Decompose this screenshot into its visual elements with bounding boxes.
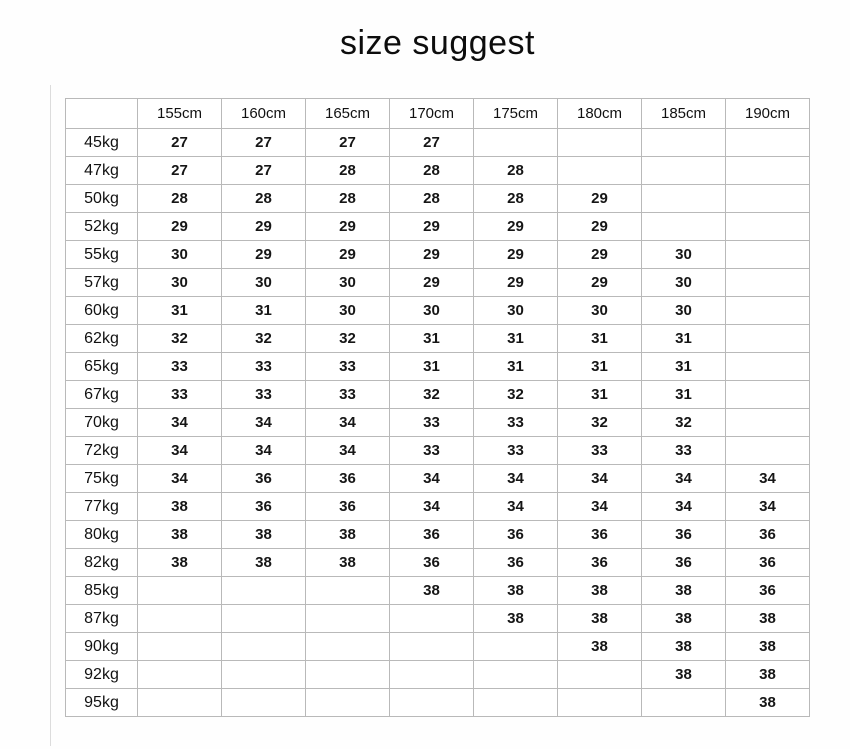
- row-header: 62kg: [66, 325, 138, 353]
- size-table-head: [66, 99, 810, 129]
- row-header: 72kg: [66, 437, 138, 465]
- row-header: 55kg: [66, 241, 138, 269]
- table-row: [66, 549, 810, 577]
- size-cell: [726, 129, 810, 157]
- size-cell: 36: [726, 577, 810, 605]
- size-cell: 30: [642, 241, 726, 269]
- size-cell: [222, 661, 306, 689]
- size-cell: 33: [138, 353, 222, 381]
- page-title: size suggest: [340, 24, 535, 62]
- size-cell: 28: [138, 185, 222, 213]
- size-cell: 38: [138, 493, 222, 521]
- size-cell: [726, 381, 810, 409]
- size-cell: 38: [390, 577, 474, 605]
- table-row: [66, 661, 810, 689]
- size-cell: 32: [558, 409, 642, 437]
- table-row: [66, 493, 810, 521]
- size-cell: 38: [474, 605, 558, 633]
- table-row: [66, 409, 810, 437]
- row-header: 85kg: [66, 577, 138, 605]
- size-cell: 28: [390, 157, 474, 185]
- size-cell: 28: [474, 185, 558, 213]
- size-cell: 34: [642, 465, 726, 493]
- size-cell: 36: [726, 549, 810, 577]
- size-cell: 32: [306, 325, 390, 353]
- size-cell: 27: [306, 129, 390, 157]
- size-cell: 30: [558, 297, 642, 325]
- size-cell: 31: [138, 297, 222, 325]
- size-cell: [138, 577, 222, 605]
- row-header: 87kg: [66, 605, 138, 633]
- size-cell: 38: [642, 661, 726, 689]
- table-row: [66, 689, 810, 717]
- page-left-edge-line: [50, 85, 51, 746]
- size-cell: 36: [642, 521, 726, 549]
- size-cell: 34: [138, 437, 222, 465]
- size-cell: 31: [390, 325, 474, 353]
- size-cell: 27: [138, 157, 222, 185]
- table-row: [66, 213, 810, 241]
- size-cell: 38: [138, 521, 222, 549]
- table-row: [66, 577, 810, 605]
- size-cell: 31: [642, 325, 726, 353]
- size-cell: [138, 689, 222, 717]
- size-cell: 34: [558, 493, 642, 521]
- table-row: [66, 185, 810, 213]
- row-header: 90kg: [66, 633, 138, 661]
- size-cell: 36: [558, 549, 642, 577]
- column-header: 160cm: [222, 99, 306, 129]
- row-header: 57kg: [66, 269, 138, 297]
- size-cell: 32: [642, 409, 726, 437]
- size-cell: 36: [390, 521, 474, 549]
- size-cell: 34: [726, 465, 810, 493]
- size-cell: 36: [306, 493, 390, 521]
- size-cell: 38: [558, 605, 642, 633]
- row-header: 65kg: [66, 353, 138, 381]
- size-cell: 29: [390, 269, 474, 297]
- size-cell: 34: [474, 465, 558, 493]
- size-cell: [726, 437, 810, 465]
- size-cell: [726, 185, 810, 213]
- size-cell: 33: [222, 381, 306, 409]
- size-cell: 31: [390, 353, 474, 381]
- size-cell: 38: [642, 605, 726, 633]
- table-row: [66, 129, 810, 157]
- column-header: 155cm: [138, 99, 222, 129]
- column-header: 185cm: [642, 99, 726, 129]
- size-cell: 38: [726, 689, 810, 717]
- size-cell: 28: [390, 185, 474, 213]
- size-cell: 36: [642, 549, 726, 577]
- column-header: 165cm: [306, 99, 390, 129]
- size-cell: 33: [558, 437, 642, 465]
- size-cell: 38: [306, 521, 390, 549]
- size-cell: [726, 241, 810, 269]
- size-cell: 27: [138, 129, 222, 157]
- table-row: [66, 297, 810, 325]
- size-cell: 29: [306, 241, 390, 269]
- size-cell: 33: [474, 437, 558, 465]
- size-cell: [222, 605, 306, 633]
- size-cell: 29: [474, 213, 558, 241]
- row-header: 95kg: [66, 689, 138, 717]
- column-header: 175cm: [474, 99, 558, 129]
- size-cell: [390, 689, 474, 717]
- size-cell: 29: [558, 185, 642, 213]
- size-cell: 32: [390, 381, 474, 409]
- size-cell: 38: [726, 661, 810, 689]
- table-row: [66, 605, 810, 633]
- table-row: [66, 157, 810, 185]
- size-cell: [558, 689, 642, 717]
- size-cell: 34: [642, 493, 726, 521]
- size-cell: 29: [558, 213, 642, 241]
- size-cell: 34: [138, 409, 222, 437]
- size-cell: [474, 129, 558, 157]
- size-cell: 38: [642, 633, 726, 661]
- size-cell: 38: [558, 633, 642, 661]
- size-cell: 27: [222, 157, 306, 185]
- size-cell: 31: [474, 325, 558, 353]
- size-cell: [138, 605, 222, 633]
- size-cell: 30: [474, 297, 558, 325]
- size-cell: 34: [306, 437, 390, 465]
- size-cell: 32: [138, 325, 222, 353]
- size-cell: 29: [558, 269, 642, 297]
- size-cell: [390, 605, 474, 633]
- size-cell: [642, 129, 726, 157]
- size-cell: [138, 661, 222, 689]
- size-cell: 36: [306, 465, 390, 493]
- row-header: 92kg: [66, 661, 138, 689]
- column-header: 180cm: [558, 99, 642, 129]
- size-cell: 30: [390, 297, 474, 325]
- table-row: [66, 241, 810, 269]
- size-cell: 31: [558, 353, 642, 381]
- table-row: [66, 521, 810, 549]
- row-header: 77kg: [66, 493, 138, 521]
- size-cell: 33: [306, 353, 390, 381]
- size-cell: [390, 661, 474, 689]
- size-cell: 38: [726, 605, 810, 633]
- row-header: 47kg: [66, 157, 138, 185]
- corner-cell: [66, 99, 138, 129]
- size-cell: 36: [390, 549, 474, 577]
- size-cell: 30: [642, 269, 726, 297]
- size-cell: 28: [222, 185, 306, 213]
- size-cell: [474, 661, 558, 689]
- size-cell: 31: [642, 353, 726, 381]
- size-cell: [726, 297, 810, 325]
- size-cell: [558, 129, 642, 157]
- size-cell: [642, 689, 726, 717]
- size-cell: 36: [222, 493, 306, 521]
- size-cell: 28: [306, 185, 390, 213]
- size-cell: 32: [222, 325, 306, 353]
- size-cell: 29: [474, 241, 558, 269]
- size-cell: 30: [642, 297, 726, 325]
- row-header: 45kg: [66, 129, 138, 157]
- table-row: [66, 269, 810, 297]
- table-row: [66, 437, 810, 465]
- size-cell: 34: [558, 465, 642, 493]
- size-cell: 29: [558, 241, 642, 269]
- size-cell: [558, 157, 642, 185]
- size-cell: [306, 689, 390, 717]
- size-cell: 33: [390, 437, 474, 465]
- size-cell: [306, 661, 390, 689]
- size-cell: 29: [390, 213, 474, 241]
- row-header: 50kg: [66, 185, 138, 213]
- size-suggest-table: [65, 98, 810, 717]
- column-header: 170cm: [390, 99, 474, 129]
- table-row: [66, 633, 810, 661]
- size-cell: 38: [726, 633, 810, 661]
- size-cell: 34: [390, 465, 474, 493]
- size-cell: [474, 689, 558, 717]
- size-cell: 38: [138, 549, 222, 577]
- size-cell: [222, 689, 306, 717]
- row-header: 75kg: [66, 465, 138, 493]
- size-cell: [306, 605, 390, 633]
- size-cell: 33: [138, 381, 222, 409]
- size-cell: 29: [138, 213, 222, 241]
- row-header: 67kg: [66, 381, 138, 409]
- size-cell: [558, 661, 642, 689]
- size-cell: 28: [306, 157, 390, 185]
- size-cell: 32: [474, 381, 558, 409]
- size-cell: 33: [222, 353, 306, 381]
- size-cell: [222, 633, 306, 661]
- size-cell: 36: [474, 549, 558, 577]
- size-cell: 30: [306, 269, 390, 297]
- size-cell: [642, 157, 726, 185]
- size-cell: 27: [390, 129, 474, 157]
- size-cell: 31: [558, 381, 642, 409]
- size-cell: 34: [306, 409, 390, 437]
- size-cell: 29: [390, 241, 474, 269]
- size-cell: 33: [474, 409, 558, 437]
- size-cell: 33: [642, 437, 726, 465]
- size-cell: 27: [222, 129, 306, 157]
- size-cell: 34: [474, 493, 558, 521]
- size-cell: 36: [222, 465, 306, 493]
- size-cell: 31: [474, 353, 558, 381]
- size-cell: 28: [474, 157, 558, 185]
- size-cell: 34: [222, 437, 306, 465]
- size-cell: 29: [474, 269, 558, 297]
- size-cell: 38: [222, 521, 306, 549]
- size-cell: 29: [222, 241, 306, 269]
- size-cell: [726, 409, 810, 437]
- size-cell: 38: [558, 577, 642, 605]
- size-cell: 33: [390, 409, 474, 437]
- size-cell: 34: [726, 493, 810, 521]
- size-table-body: [66, 129, 810, 717]
- size-cell: [138, 633, 222, 661]
- row-header: 80kg: [66, 521, 138, 549]
- size-cell: 30: [138, 269, 222, 297]
- size-cell: 36: [726, 521, 810, 549]
- size-cell: 30: [306, 297, 390, 325]
- size-cell: [726, 325, 810, 353]
- row-header: 52kg: [66, 213, 138, 241]
- size-cell: 29: [222, 213, 306, 241]
- size-cell: [726, 157, 810, 185]
- table-row: [66, 325, 810, 353]
- size-cell: [306, 633, 390, 661]
- size-cell: 38: [306, 549, 390, 577]
- table-row: [66, 353, 810, 381]
- size-cell: [726, 213, 810, 241]
- row-header: 60kg: [66, 297, 138, 325]
- size-cell: [306, 577, 390, 605]
- size-cell: [726, 269, 810, 297]
- size-cell: [726, 353, 810, 381]
- size-cell: 30: [138, 241, 222, 269]
- size-cell: 38: [642, 577, 726, 605]
- size-cell: 38: [474, 577, 558, 605]
- table-row: [66, 381, 810, 409]
- table-row: [66, 465, 810, 493]
- header-row: [66, 99, 810, 129]
- size-cell: 31: [642, 381, 726, 409]
- size-cell: 30: [222, 269, 306, 297]
- size-cell: [642, 185, 726, 213]
- size-cell: 36: [474, 521, 558, 549]
- size-cell: 36: [558, 521, 642, 549]
- size-cell: [222, 577, 306, 605]
- size-cell: 38: [222, 549, 306, 577]
- size-cell: 31: [558, 325, 642, 353]
- row-header: 82kg: [66, 549, 138, 577]
- size-cell: [390, 633, 474, 661]
- size-cell: 29: [306, 213, 390, 241]
- size-cell: 31: [222, 297, 306, 325]
- column-header: 190cm: [726, 99, 810, 129]
- row-header: 70kg: [66, 409, 138, 437]
- size-cell: 34: [390, 493, 474, 521]
- size-cell: 34: [138, 465, 222, 493]
- size-cell: 33: [306, 381, 390, 409]
- size-cell: [642, 213, 726, 241]
- size-cell: 34: [222, 409, 306, 437]
- size-cell: [474, 633, 558, 661]
